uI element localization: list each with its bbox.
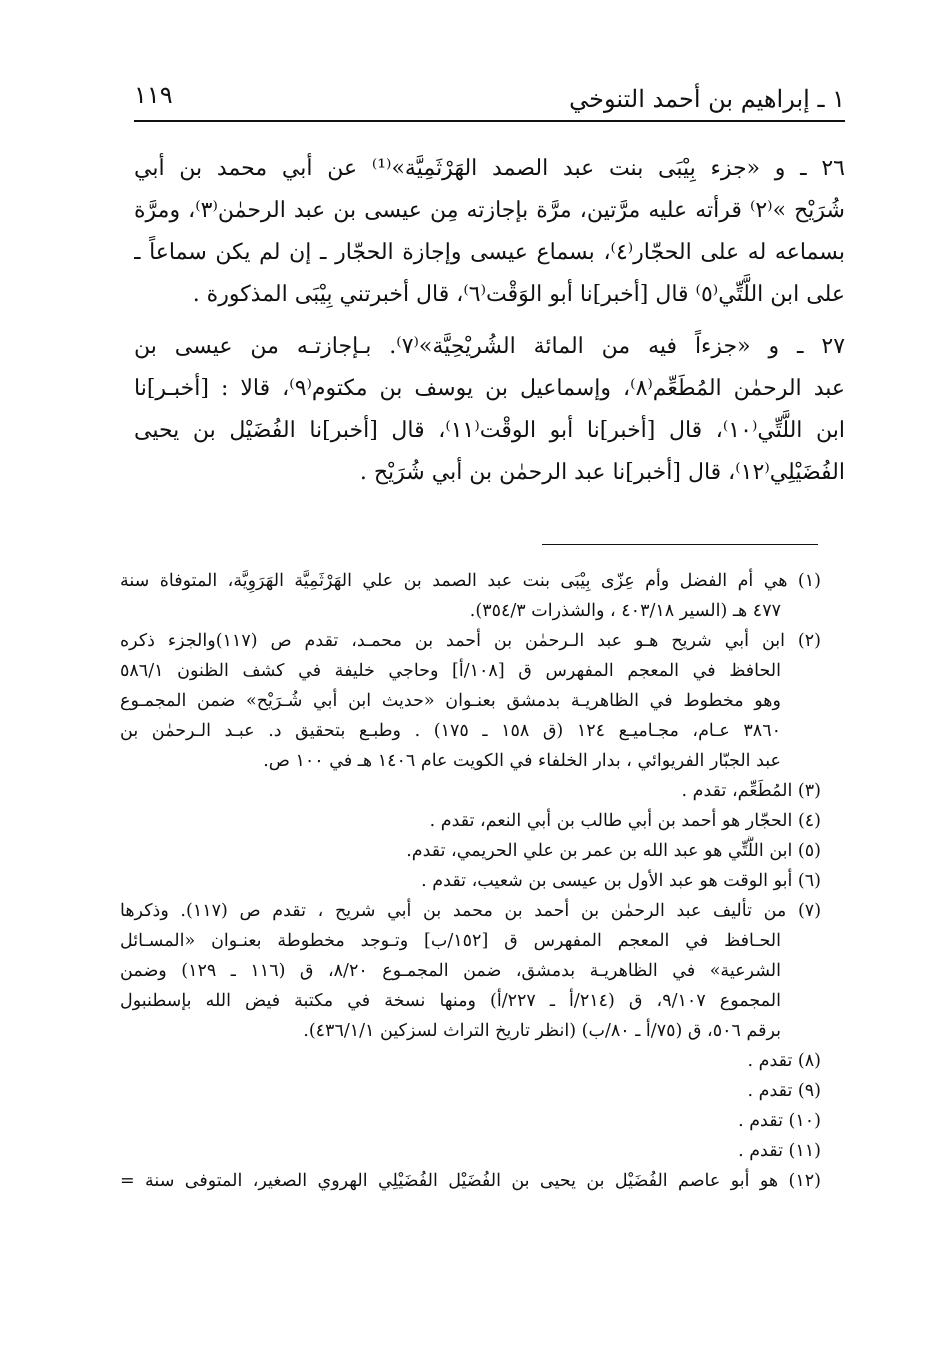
footnote-6: (٦) أبو الوقت هو عبد الأول بن عيسى بن شعيب، تقدم .	[421, 871, 821, 891]
footnote-line: وهو مخطوط في الظاهريـة بدمشق بعنـوان «حديث ابن أبي شُـرَيْح» ضمن المجمـوع	[120, 691, 781, 711]
footnote-2	[120, 626, 821, 776]
footnote-4: (٤) الحجّار هو أحمد بن أبي طالب بن أبي النعم، تقدم .	[429, 811, 821, 831]
entry-line: عبد الرحمٰن المُطَعِّم⁽٨⁾، وإسماعيل بن يوسف بن مكتوم⁽٩⁾، قالا : [أخبـر]نا	[134, 376, 845, 401]
entry-line: بسماعه له على الحجّار⁽٤⁾، بسماع عيسى وإجازة الحجّار ـ إن لم يكن سماعاً ـ	[134, 240, 845, 265]
entry-line: ٢٧ ـ و «جزءاً فيه من المائة الشُريْحِيَّة»⁽٧⁾. بـإجازتـه من عيسى بن	[134, 334, 845, 359]
entry-27	[134, 326, 845, 494]
page-header	[134, 72, 845, 122]
entry-line: على ابن اللَّتِّي⁽٥⁾ قال [أخبر]نا أبو الوَقْت⁽٦⁾، قال أخبرتني بِيْبَى المذكورة .	[192, 282, 845, 307]
footnote-9: (٩) تقدم .	[747, 1081, 821, 1101]
entry-line: شُرَيْح »⁽٢⁾ قرأته عليه مرَّتين، مرَّة بإجازته مِن عيسى بن عبد الرحمٰن⁽٣⁾، ومرَّة	[134, 198, 845, 223]
footnote-line: المجموع ٩/١٠٧، ق (٢١٤/أ ـ ٢٢٧/أ) ومنها نسخة في مكتبة فيض الله بإسطنبول	[120, 991, 781, 1011]
page-number: ١١٩	[134, 81, 173, 109]
chapter-title: ١ ـ إبراهيم بن أحمد التنوخي	[569, 85, 845, 113]
footnote-line: الحـافظ في المعجم المفهرس ق [١٥٢/ب] وتـوجد مخطوطة بعنـوان «المسـائل	[120, 931, 781, 951]
footnote-line: برقم ٥٠٦، ق (٧٥/أ ـ ٨٠/ب) (انظر تاريخ التراث لسزكين ٤٣٦/١/١).	[303, 1021, 781, 1041]
footnote-1	[120, 566, 821, 626]
footnotes	[120, 566, 821, 1196]
footnote-5: (٥) ابن اللَّتِّي هو عبد الله بن عمر بن علي الحريمي، تقدم.	[406, 841, 821, 861]
footnote-line: (١) هي أم الفضل وأم عِزّى بِيْبَى بنت عبد الصمد بن علي الهَرْثَمِيَّة الهَرَوِيَّة، المتوفاة سنة	[120, 571, 821, 591]
footnote-12: (١٢) هو أبو عاصم الفُضَيْل بن يحيى بن الفُضَيْل الفُضَيْلِي الهروي الصغير، المتوفى سنة =	[120, 1171, 821, 1191]
footnote-line: عبد الجبّار الفريوائي ، بدار الخلفاء في الكويت عام ١٤٠٦ هـ في ١٠٠ ص.	[263, 751, 781, 771]
footnote-divider	[542, 544, 818, 545]
footnote-line: ٣٨٦٠ عـام، مجـاميـع ١٢٤ (ق ١٥٨ ـ ١٧٥) . وطبـع بتحقيق د. عبـد الـرحمٰن بن	[120, 721, 782, 741]
footnote-7	[120, 896, 821, 1046]
footnote-line: الشرعية» في الظاهريـة بدمشق، ضمن المجمـوع ٨/٢٠، ق (١١٦ ـ ١٢٩) وضمن	[120, 961, 782, 981]
footnote-11: (١١) تقدم .	[738, 1141, 821, 1161]
footnote-line: الحافظ في المعجم المفهرس ق [١٠٨/أ] وحاجي خليفة في كشف الظنون ٥٨٦/١	[120, 661, 781, 681]
footnote-3: (٣) المُطَعِّم، تقدم .	[681, 781, 821, 801]
entry-line: ابن اللَّتِّي⁽١٠⁾، قال [أخبر]نا أبو الوقْت⁽١١⁾، قال [أخبر]نا الفُضَيْل بن يحيى	[134, 418, 845, 443]
entry-line: ٢٦ ـ و «جزء بِيْبَى بنت عبد الصمد الهَرْثَمِيَّة»⁽¹⁾ عن أبي محمد بن أبي	[134, 156, 845, 181]
footnote-line: (٢) ابن أبي شريح هـو عبد الـرحمٰن بن أحمد بن محمـد، تقدم ص (١١٧)والجزء ذكره	[120, 631, 821, 651]
entry-line: الفُضَيْلِي⁽١٢⁾، قال [أخبر]نا عبد الرحمٰن بن أبي شُرَيْح .	[359, 460, 845, 485]
footnote-8: (٨) تقدم .	[747, 1051, 821, 1071]
main-text	[134, 148, 845, 494]
footnote-10: (١٠) تقدم .	[738, 1111, 821, 1131]
footnote-line: ٤٧٧ هـ (السير ٤٠٣/١٨ ، والشذرات ٣٥٤/٣).	[469, 601, 781, 621]
entry-26	[134, 148, 845, 316]
footnote-line: (٧) من تأليف عبد الرحمٰن بن أحمد بن محمد بن أبي شريح ، تقدم ص (١١٧). وذكرها	[120, 901, 821, 921]
